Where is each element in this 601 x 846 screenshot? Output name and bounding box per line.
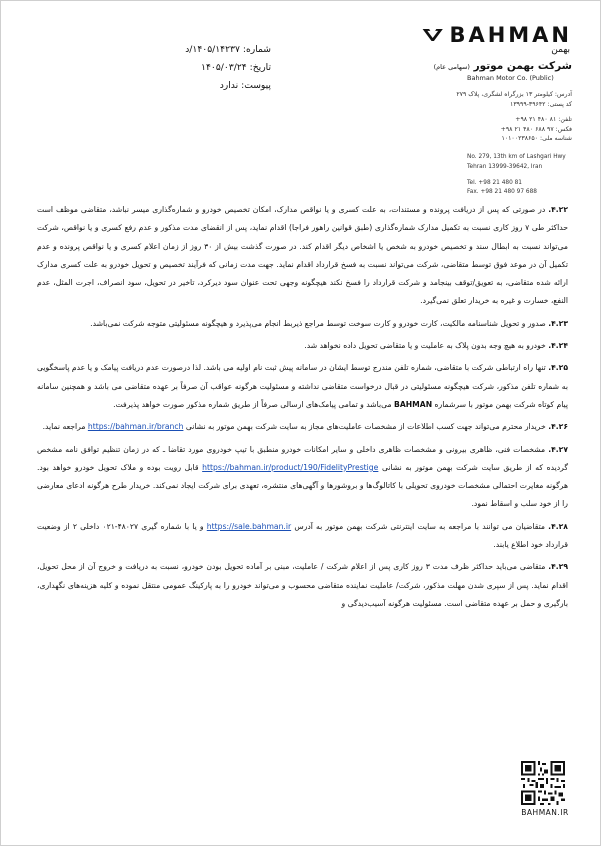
sms-sender-id: BAHMAN [394, 399, 433, 409]
clause-number: ۴.۲۶. [548, 422, 568, 432]
address-fa-line: شناسه ملی: ۱۰۱۰۰۲۳۸۶۵۰ [501, 135, 572, 143]
address-fa-line: کد پستی: ۳۹۶۴۲-۱۳۹۹۹ [510, 100, 572, 108]
address-fa-line: تلفن: ۸۱ ۴۸۰ ۲۱ ۹۸+ [515, 116, 572, 124]
clause-number: ۴.۲۷. [548, 444, 568, 454]
clause-text: در صورتی که پس از دریافت پرونده و مستندات، به علت کسری و یا نواقص مدارک، امکان تخصیص خودرو و شماره‌گذاری میسر نباشد، متقاضی موظف است حداکثر طی ۷ روز کاری نسبت به تکمیل مدارک شماره‌گذاری (طبق قوانین راهور فراجا) اقدام نماید، پس از انقضای مدت مذکور و عدم رفع کسری و یا نواقص، شرکت می‌تواند نسبت به ابطال سند و تخصیص خودرو به شخص یا اشخاص دیگر اقدام کند. در صورت گذشت بیش از ۳۰ روز از زمان اعلام کسری و یا نواقص پرونده و عدم تکمیل آن در موعد فوق توسط متقاضی، شرکت می‌تواند نسبت به فسخ قرارداد اقدام نماید. جهت مدت زمانی که فرآیند تخصیص و تحویل خودرو به علت کسری مدارک ارائه شده متقاضی، به تعویق/توقف بینجامد و شرکت قرارداد را فسخ نکند هیچگونه وجهی تحت عنوان سود دیرکرد، تاخیر در تحویل، سود انصراف، اجرت المثل، عدم النفع، خسارت و غیره به خریدار تعلق نمی‌گیرد. [37, 205, 569, 306]
clause-text: متقاضی می‌باید حداکثر ظرف مدت ۳ روز کاری پس از اعلام شرکت / عاملیت، مبنی بر آماده تحویل بودن خودرو، نسبت به دریافت و خروج آن از محل تحویل، اقدام نماید. پس از سپری شدن مهلت مذکور، شرکت/ عاملیت نماینده متقاضی محسوب و می‌تواند خودرو را به پارکینگ عمومی منتقل نموده و کلیه هزینه‌های نگهداری، بارگیری و حمل بر عهده متقاضی است. مسئولیت هرگونه آسیب‌دیدگی و [37, 562, 568, 608]
website-label: BAHMAN.IR [521, 808, 569, 817]
clause-4-27 [37, 441, 568, 514]
address-fa [422, 90, 572, 144]
qr-code-icon [521, 761, 565, 805]
clause-4-26 [37, 418, 568, 436]
clause-4-24 [37, 337, 568, 355]
letter-date: تاریخ: ۱۴۰۵/۰۳/۲۴ [201, 62, 271, 73]
company-type-fa: (سهامی عام) [433, 63, 470, 71]
clause-text: قابل رویت بوده و ملاک تحویل خودرو خواهد بود. هرگونه مغایرت احتمالی مشخصات خودروی تحویلی با کاتالوگ‌ها و بروشورها و آگهی‌های منتشره، تعهدی برای شرکت ایجاد نمی‌کند. خریدار طرح هرگونه ادعای معارضی را از خود سلب و اسقاط نمود. [37, 462, 568, 509]
clause-text: خودرو به هیچ وجه بدون پلاک به عاملیت و یا متقاضی تحویل داده نخواهد شد. [304, 341, 546, 351]
letter-number: شماره: ۱۴۰۵/۱۴۲۳۷/د [185, 44, 271, 55]
clause-text: مشخصات فنی، ظاهری بیرونی و مشخصات ظاهری داخلی و سایر امکانات خودرو منطبق با تیپ خودروی مورد تقاضا ـ که در زمان تنظیم توافق نامه مشخص گردیده که از طریق سایت شرکت بهمن موتور به نشانی [37, 444, 568, 472]
clause-number: ۴.۲۵. [548, 363, 568, 373]
address-fa-line: فکس: ۹۷ ۶۸۸ ۴۸۰ ۲۱ ۹۸+ [500, 125, 572, 133]
address-en [467, 153, 597, 198]
letter-attachment: پیوست: ندارد [219, 80, 271, 91]
clause-text: صدور و تحویل شناسنامه مالکیت، کارت خودرو و کارت سوخت توسط مراجع ذیربط انجام می‌پذیرد و هیچگونه مسئولیتی متوجه شرکت نمی‌باشد. [90, 318, 546, 328]
company-name-fa: شرکت بهمن موتور (سهامی عام) [433, 60, 572, 72]
company-logo [422, 23, 572, 55]
clause-text: متقاضیان می توانند با مراجعه به سایت اینترنتی شرکت بهمن موتور به آدرس [294, 521, 545, 531]
clause-text: مراجعه نماید. [42, 422, 86, 432]
clause-text: می‌باشد و تمامی پیامک‌های ارسالی صرفاً از طریق شماره مذکور صورت خواهد پذیرفت. [113, 399, 392, 409]
letter-meta [151, 41, 271, 95]
clause-4-29 [37, 558, 568, 613]
sale-link[interactable]: https://sale.bahman.ir [206, 521, 292, 531]
fax-en: Fax. +98 21 480 97 688 [467, 189, 537, 196]
branch-link[interactable]: https://bahman.ir/branch [87, 422, 184, 432]
tel-en: Tel. +98 21 480 81 [467, 179, 522, 186]
brand-wordmark: BAHMAN [449, 22, 572, 47]
clause-text: و یا با شماره گیری ۴۸۰۲۷-۰۲۱ داخلی ۲ از وضعیت قرارداد خود اطلاع یابند. [37, 521, 568, 550]
clause-4-25 [37, 359, 568, 414]
clause-text: تنها راه ارتباطی شرکت با متقاضی، شماره تلفن مندرج توسط ایشان در سامانه پیش ثبت نام اولیه می باشد. لذا درصورت عدم دریافت پیامک و یا عدم پاسخگویی به شماره تلفن مذکور، شرکت هیچگونه مسئولیتی در قبال درخواست متقاضی نداشته و مسئولیت هرگونه عواقب آن صرفاً بر عهده متقاضی می باشد و همچنین سامانه پیام کوتاه شرکت بهمن موتور با سرشماره [37, 363, 568, 409]
product-link[interactable]: https://bahman.ir/product/190/FidelityPrestige [202, 462, 379, 472]
address-en-line: No. 279, 13th km of Lashgari Hwy [467, 154, 566, 160]
clause-number: ۴.۲۴. [548, 341, 568, 351]
clause-4-22 [37, 201, 568, 311]
clause-4-28 [37, 518, 568, 555]
address-fa-line: آدرس: کیلومتر ۱۳ بزرگراه لشگری، پلاک ۲۷۹ [456, 91, 572, 98]
company-name-en: Bahman Motor Co. (Public) [467, 74, 554, 82]
clause-number: ۴.۲۸. [548, 521, 568, 531]
clause-number: ۴.۲۹. [548, 562, 568, 572]
clause-text: خریدار محترم می‌تواند جهت کسب اطلاعات از مشخصات عاملیت‌های مجاز به سایت شرکت بهمن موتور به نشانی [185, 422, 546, 432]
brand-wordmark-fa: بهمن [551, 45, 570, 55]
clause-4-23 [37, 315, 568, 333]
clause-number: ۴.۲۳. [548, 318, 568, 328]
clause-number: ۴.۲۲. [548, 205, 569, 214]
address-en-line: Tehran 13999-39642, Iran [467, 163, 543, 170]
letter-body [37, 201, 568, 613]
bahman-logo-icon [422, 23, 443, 47]
